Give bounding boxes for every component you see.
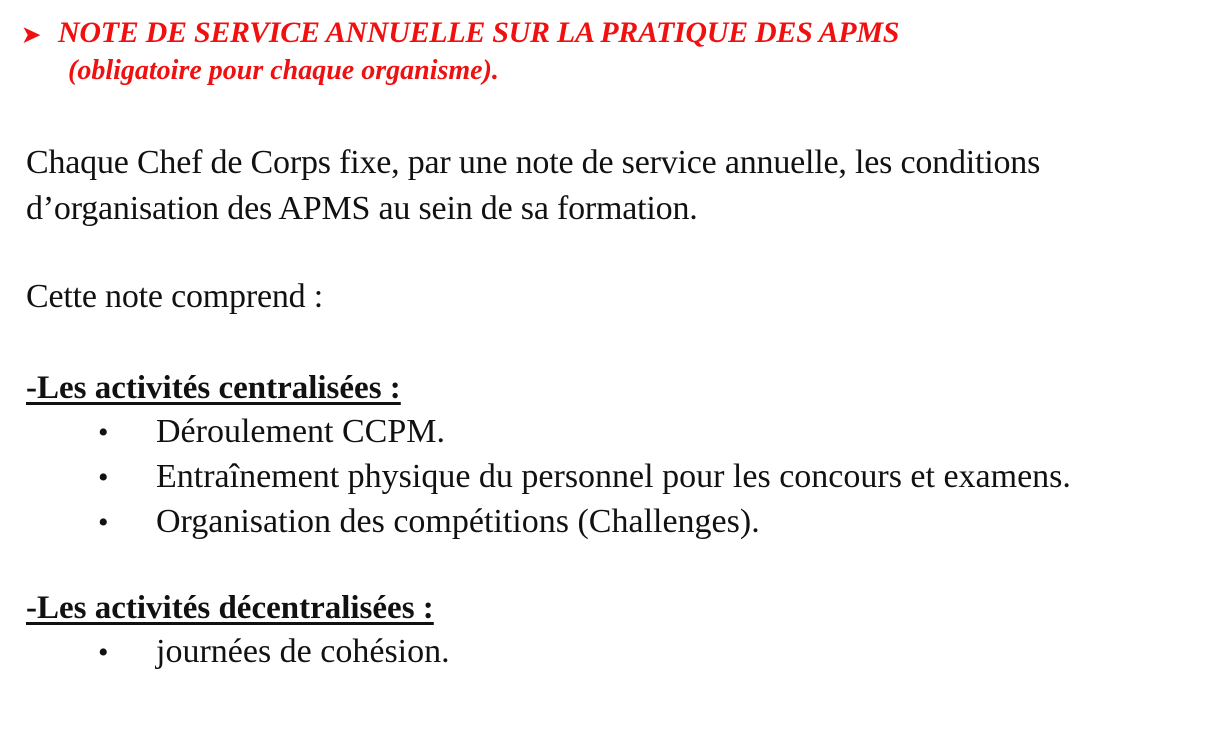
list-item bbox=[98, 630, 450, 675]
intro-lead: Cette note comprend : bbox=[26, 278, 323, 315]
section-title-centralized: -Les activités centralisées : bbox=[26, 370, 401, 406]
list-item bbox=[98, 410, 1071, 455]
section-title-decentralized: -Les activités décentralisées : bbox=[26, 590, 434, 626]
bullet-icon: • bbox=[98, 416, 109, 449]
list-item bbox=[98, 500, 1071, 545]
list-item-text: Organisation des compétitions (Challenges). bbox=[156, 503, 760, 540]
bullet-icon: • bbox=[98, 506, 109, 539]
bullet-icon: • bbox=[98, 636, 109, 669]
decentralized-activities-list bbox=[98, 630, 450, 675]
arrow-right-icon: ➤ bbox=[22, 22, 41, 47]
heading bbox=[22, 14, 899, 88]
heading-title-line bbox=[22, 14, 899, 54]
list-item-text: Déroulement CCPM. bbox=[156, 413, 445, 450]
centralized-activities-list bbox=[98, 410, 1071, 545]
list-item-text: Entraînement physique du personnel pour les concours et examens. bbox=[156, 458, 1071, 495]
heading-title: NOTE DE SERVICE ANNUELLE SUR LA PRATIQUE DES APMS bbox=[58, 16, 900, 49]
bullet-icon: • bbox=[98, 461, 109, 494]
list-item bbox=[98, 455, 1071, 500]
list-item-text: journées de cohésion. bbox=[156, 633, 450, 670]
intro-paragraph: Chaque Chef de Corps fixe, par une note de service annuelle, les conditions d’organisation des APMS au sein de sa formation. bbox=[26, 144, 1041, 227]
heading-subtitle: (obligatoire pour chaque organisme). bbox=[68, 55, 499, 86]
